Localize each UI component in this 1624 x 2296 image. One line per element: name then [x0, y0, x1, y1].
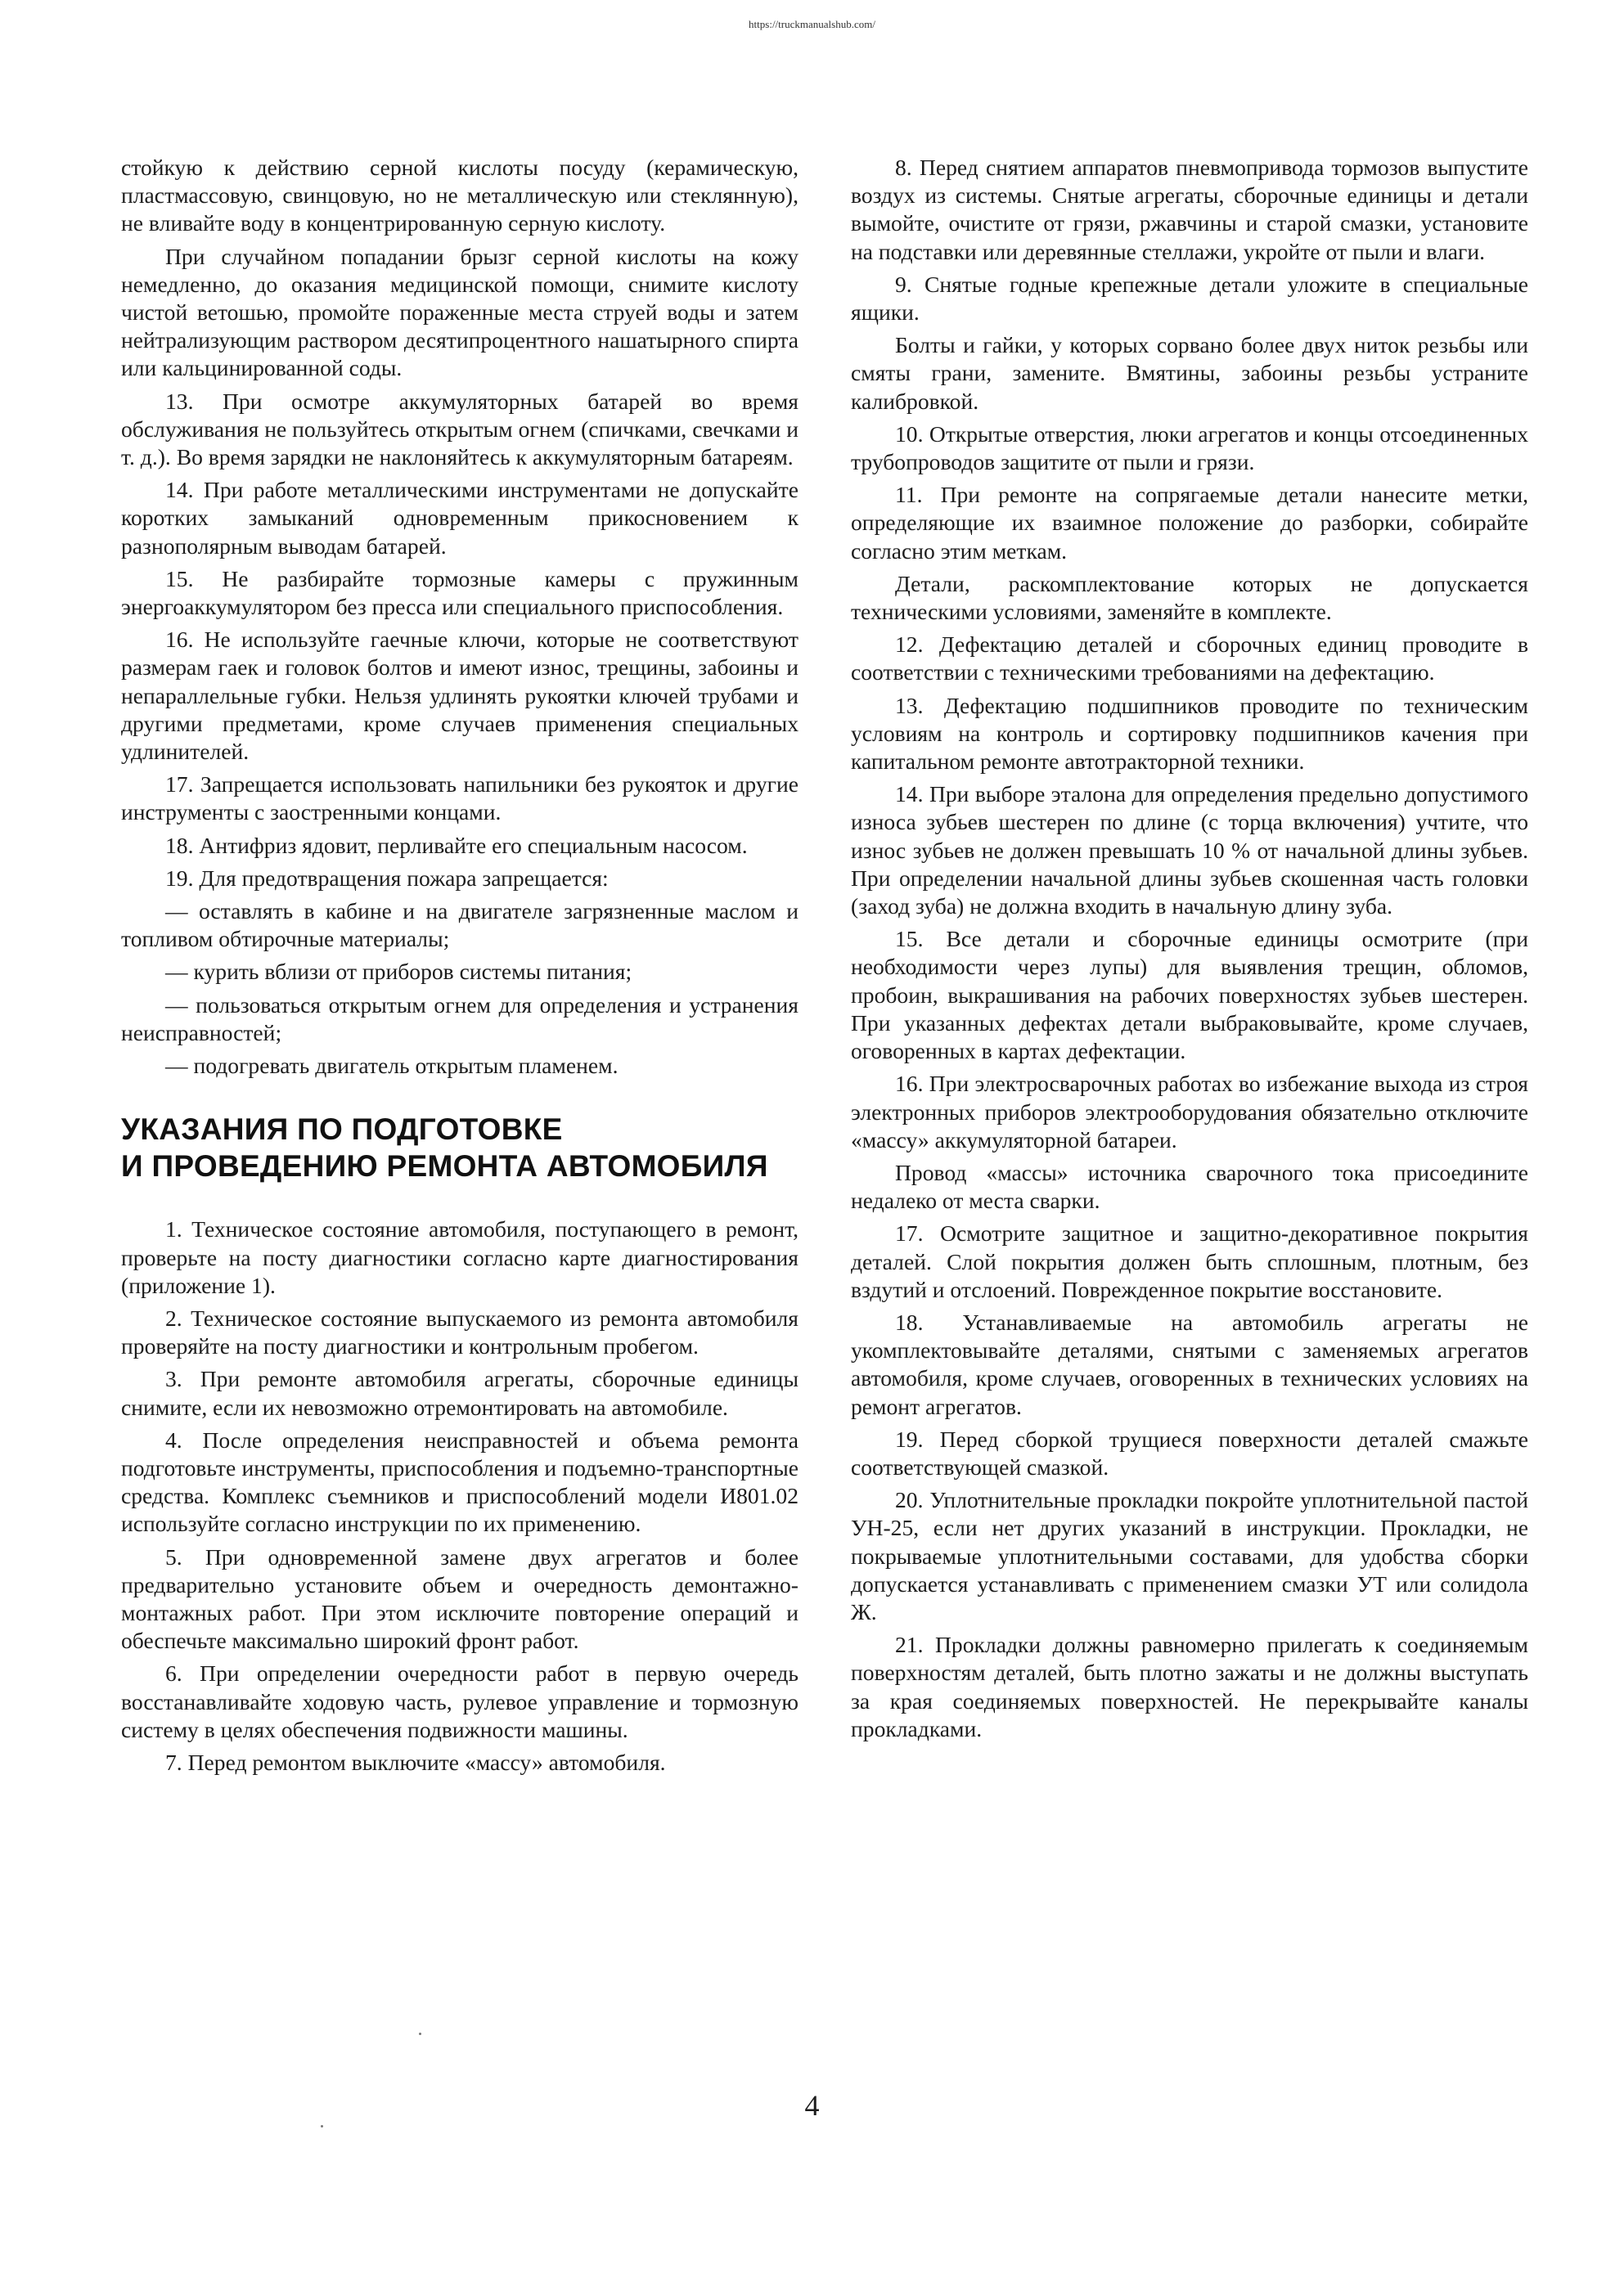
paragraph: 19. Перед сборкой трущиеся поверхности деталей смажьте соответствующей смазкой.: [851, 1426, 1528, 1480]
paragraph: 18. Устанавливаемые на автомобиль агрегаты не укомплектовывайте деталями, снятыми с заменяемых агрегатов автомобиля, кроме случаев, оговоренных в технических условиях на ремонт агрегатов.: [851, 1309, 1528, 1419]
page-number: 4: [804, 2089, 820, 2122]
paragraph: 1. Техническое состояние автомобиля, поступающего в ремонт, проверьте на посту диагностики согласно карте диагностирования (приложение 1).: [121, 1216, 799, 1298]
paragraph: — пользоваться открытым огнем для определения и устранения неисправностей;: [121, 991, 799, 1045]
paragraph: 13. При осмотре аккумуляторных батарей во время обслуживания не пользуйтесь открытым огнем (спичками, свечками и т. д.). Во время зарядки не наклоняйтесь к аккумуляторным батареям.: [121, 388, 799, 470]
repair-instructions: [121, 1215, 799, 1777]
paragraph: 4. После определения неисправностей и объема ремонта подготовьте инструменты, приспособления и подъемно-транспортные средства. Комплекс съемников и приспособлений модели И801.02 используйте согласно инструкции по их применению.: [121, 1427, 799, 1537]
paragraph: 18. Антифриз ядовит, перливайте его специальным насосом.: [165, 832, 748, 858]
paragraph: 5. При одновременной замене двух агрегатов и более предварительно установите объем и очередность демонтажно-монтажных работ. При этом исключите повторение операций и обеспечьте максимально широкий фронт работ.: [121, 1543, 799, 1654]
paragraph: 14. При выборе эталона для определения предельно допустимого износа зубьев шестерен по длине (с торца включения) учтите, что износ зубьев не должен превышать 10 % от начальной длины зубьев. При определении начальной длины зубьев скошенная часть головки (заход зуба) не должна входить в начальную длину зуба.: [851, 781, 1528, 919]
left-column: [121, 154, 799, 1782]
paragraph: 2. Техническое состояние выпускаемого из ремонта автомобиля проверяйте на посту диагностики и контрольным пробегом.: [121, 1305, 799, 1359]
paragraph: 10. Открытые отверстия, люки агрегатов и концы отсоединенных трубопроводов защитите от пыли и грязи.: [851, 420, 1528, 475]
paragraph: 6. При определении очередности работ в первую очередь восстанавливайте ходовую часть, рулевое управление и тормозную систему в целях обеспечения подвижности машины.: [121, 1660, 799, 1742]
paragraph: 13. Дефектацию подшипников проводите по техническим условиям на контроль и сортировку подшипников качения при капитальном ремонте автотракторной техники.: [851, 692, 1528, 775]
section-heading-line-2: И ПРОВЕДЕНИЮ РЕМОНТА АВТОМОБИЛЯ: [121, 1149, 768, 1184]
repair-instructions-continued: [851, 154, 1528, 1743]
paragraph: 20. Уплотнительные прокладки покройте уплотнительной пастой УН-25, если нет других указаний в инструкции. Прокладки, не покрываемые уплотнительными составами, для удобства сборки допускается устанавливать с применением смазки УТ или солидола Ж.: [851, 1487, 1528, 1624]
section-heading-line-1: УКАЗАНИЯ ПО ПОДГОТОВКЕ: [121, 1112, 563, 1147]
scan-speck: [321, 2125, 323, 2128]
paragraph: Детали, раскомплектование которых не допускается техническими условиями, заменяйте в комплекте.: [851, 570, 1528, 625]
safety-rules-continued: [121, 154, 799, 1080]
paragraph: Болты и гайки, у которых сорвано более двух ниток резьбы или смяты грани, замените. Вмятины, забоины резьбы устраните калибровкой.: [851, 332, 1528, 414]
paragraph: 3. При ремонте автомобиля агрегаты, сборочные единицы снимите, если их невозможно отремонтировать на автомобиле.: [121, 1366, 799, 1420]
paragraph: — оставлять в кабине и на двигателе загрязненные маслом и топливом обтирочные материалы;: [121, 898, 799, 952]
paragraph: 15. Все детали и сборочные единицы осмотрите (при необходимости через лупы) для выявления трещин, обломов, пробоин, выкрашивания на рабочих поверхностях зубьев шестерен. При указанных дефектах детали выбраковывайте, кроме случаев, оговоренных в картах дефектации.: [851, 926, 1528, 1064]
paragraph: 19. Для предотвращения пожара запрещается:: [165, 865, 609, 891]
paragraph: стойкую к действию серной кислоты посуду (керамическую, пластмассовую, свинцовую, но не металлическую или стеклянную), не вливайте воду в концентрированную серную кислоту.: [121, 155, 799, 236]
paragraph: 8. Перед снятием аппаратов пневмопривода тормозов выпустите воздух из системы. Снятые агрегаты, сборочные единицы и детали вымойте, очистите от грязи, ржавчины и старой смазки, установите на подставки или деревянные стеллажи, укройте от пыли и влаги.: [851, 155, 1528, 264]
paragraph: 21. Прокладки должны равномерно прилегать к соединяемым поверхностям деталей, быть плотно зажаты и не должны выступать за края соединяемых поверхностей. Не перекрывайте каналы прокладками.: [851, 1632, 1528, 1741]
paragraph: 17. Осмотрите защитное и защитно-декоративное покрытия деталей. Слой покрытия должен быть сплошным, плотным, без вздутий и отслоений. Поврежденное покрытие восстановите.: [851, 1220, 1528, 1302]
paragraph: — курить вблизи от приборов системы питания;: [165, 959, 632, 985]
paragraph: 9. Снятые годные крепежные детали уложите в специальные ящики.: [851, 271, 1528, 326]
paragraph: 7. Перед ремонтом выключите «массу» автомобиля.: [165, 1749, 666, 1775]
paragraph: 15. Не разбирайте тормозные камеры с пружинным энергоаккумулятором без пресса или специального приспособления.: [121, 565, 799, 620]
source-url: https://truckmanualshub.com/: [749, 18, 875, 30]
paragraph: 11. При ремонте на сопрягаемые детали нанесите метки, определяющие их взаимное положение до разборки, собирайте согласно этим меткам.: [851, 482, 1528, 564]
paragraph: 14. При работе металлическими инструментами не допускайте коротких замыканий одновременным прикосновением к разнополярным выводам батарей.: [121, 477, 799, 559]
right-column: [851, 154, 1528, 1748]
paragraph: Провод «массы» источника сварочного тока присоедините недалеко от места сварки.: [851, 1159, 1528, 1214]
paragraph: 12. Дефектацию деталей и сборочных единиц проводите в соответствии с техническими требованиями на дефектацию.: [851, 631, 1528, 685]
scan-speck: [419, 2033, 421, 2035]
paragraph: 17. Запрещается использовать напильники без рукояток и другие инструменты с заостренными концами.: [121, 771, 799, 825]
section-heading: [121, 1111, 799, 1184]
paragraph: — подогревать двигатель открытым пламенем.: [165, 1053, 619, 1079]
paragraph: 16. Не используйте гаечные ключи, которые не соответствуют размерам гаек и головок болтов и имеют износ, трещины, забоины и непараллельные губки. Нельзя удлинять рукоятки ключей трубами и другими предметами, кроме случаев применения специальных удлинителей.: [121, 627, 799, 765]
paragraph: 16. При электросварочных работах во избежание выхода из строя электронных приборов электрооборудования обязательно отключите «массу» аккумуляторной батареи.: [851, 1071, 1528, 1152]
paragraph: При случайном попадании брызг серной кислоты на кожу немедленно, до оказания медицинской помощи, снимите кислоту чистой ветошью, промойте пораженные места струей воды и затем нейтрализующим раствором десятипроцентного нашатырного спирта или кальцинированной соды.: [121, 243, 799, 381]
